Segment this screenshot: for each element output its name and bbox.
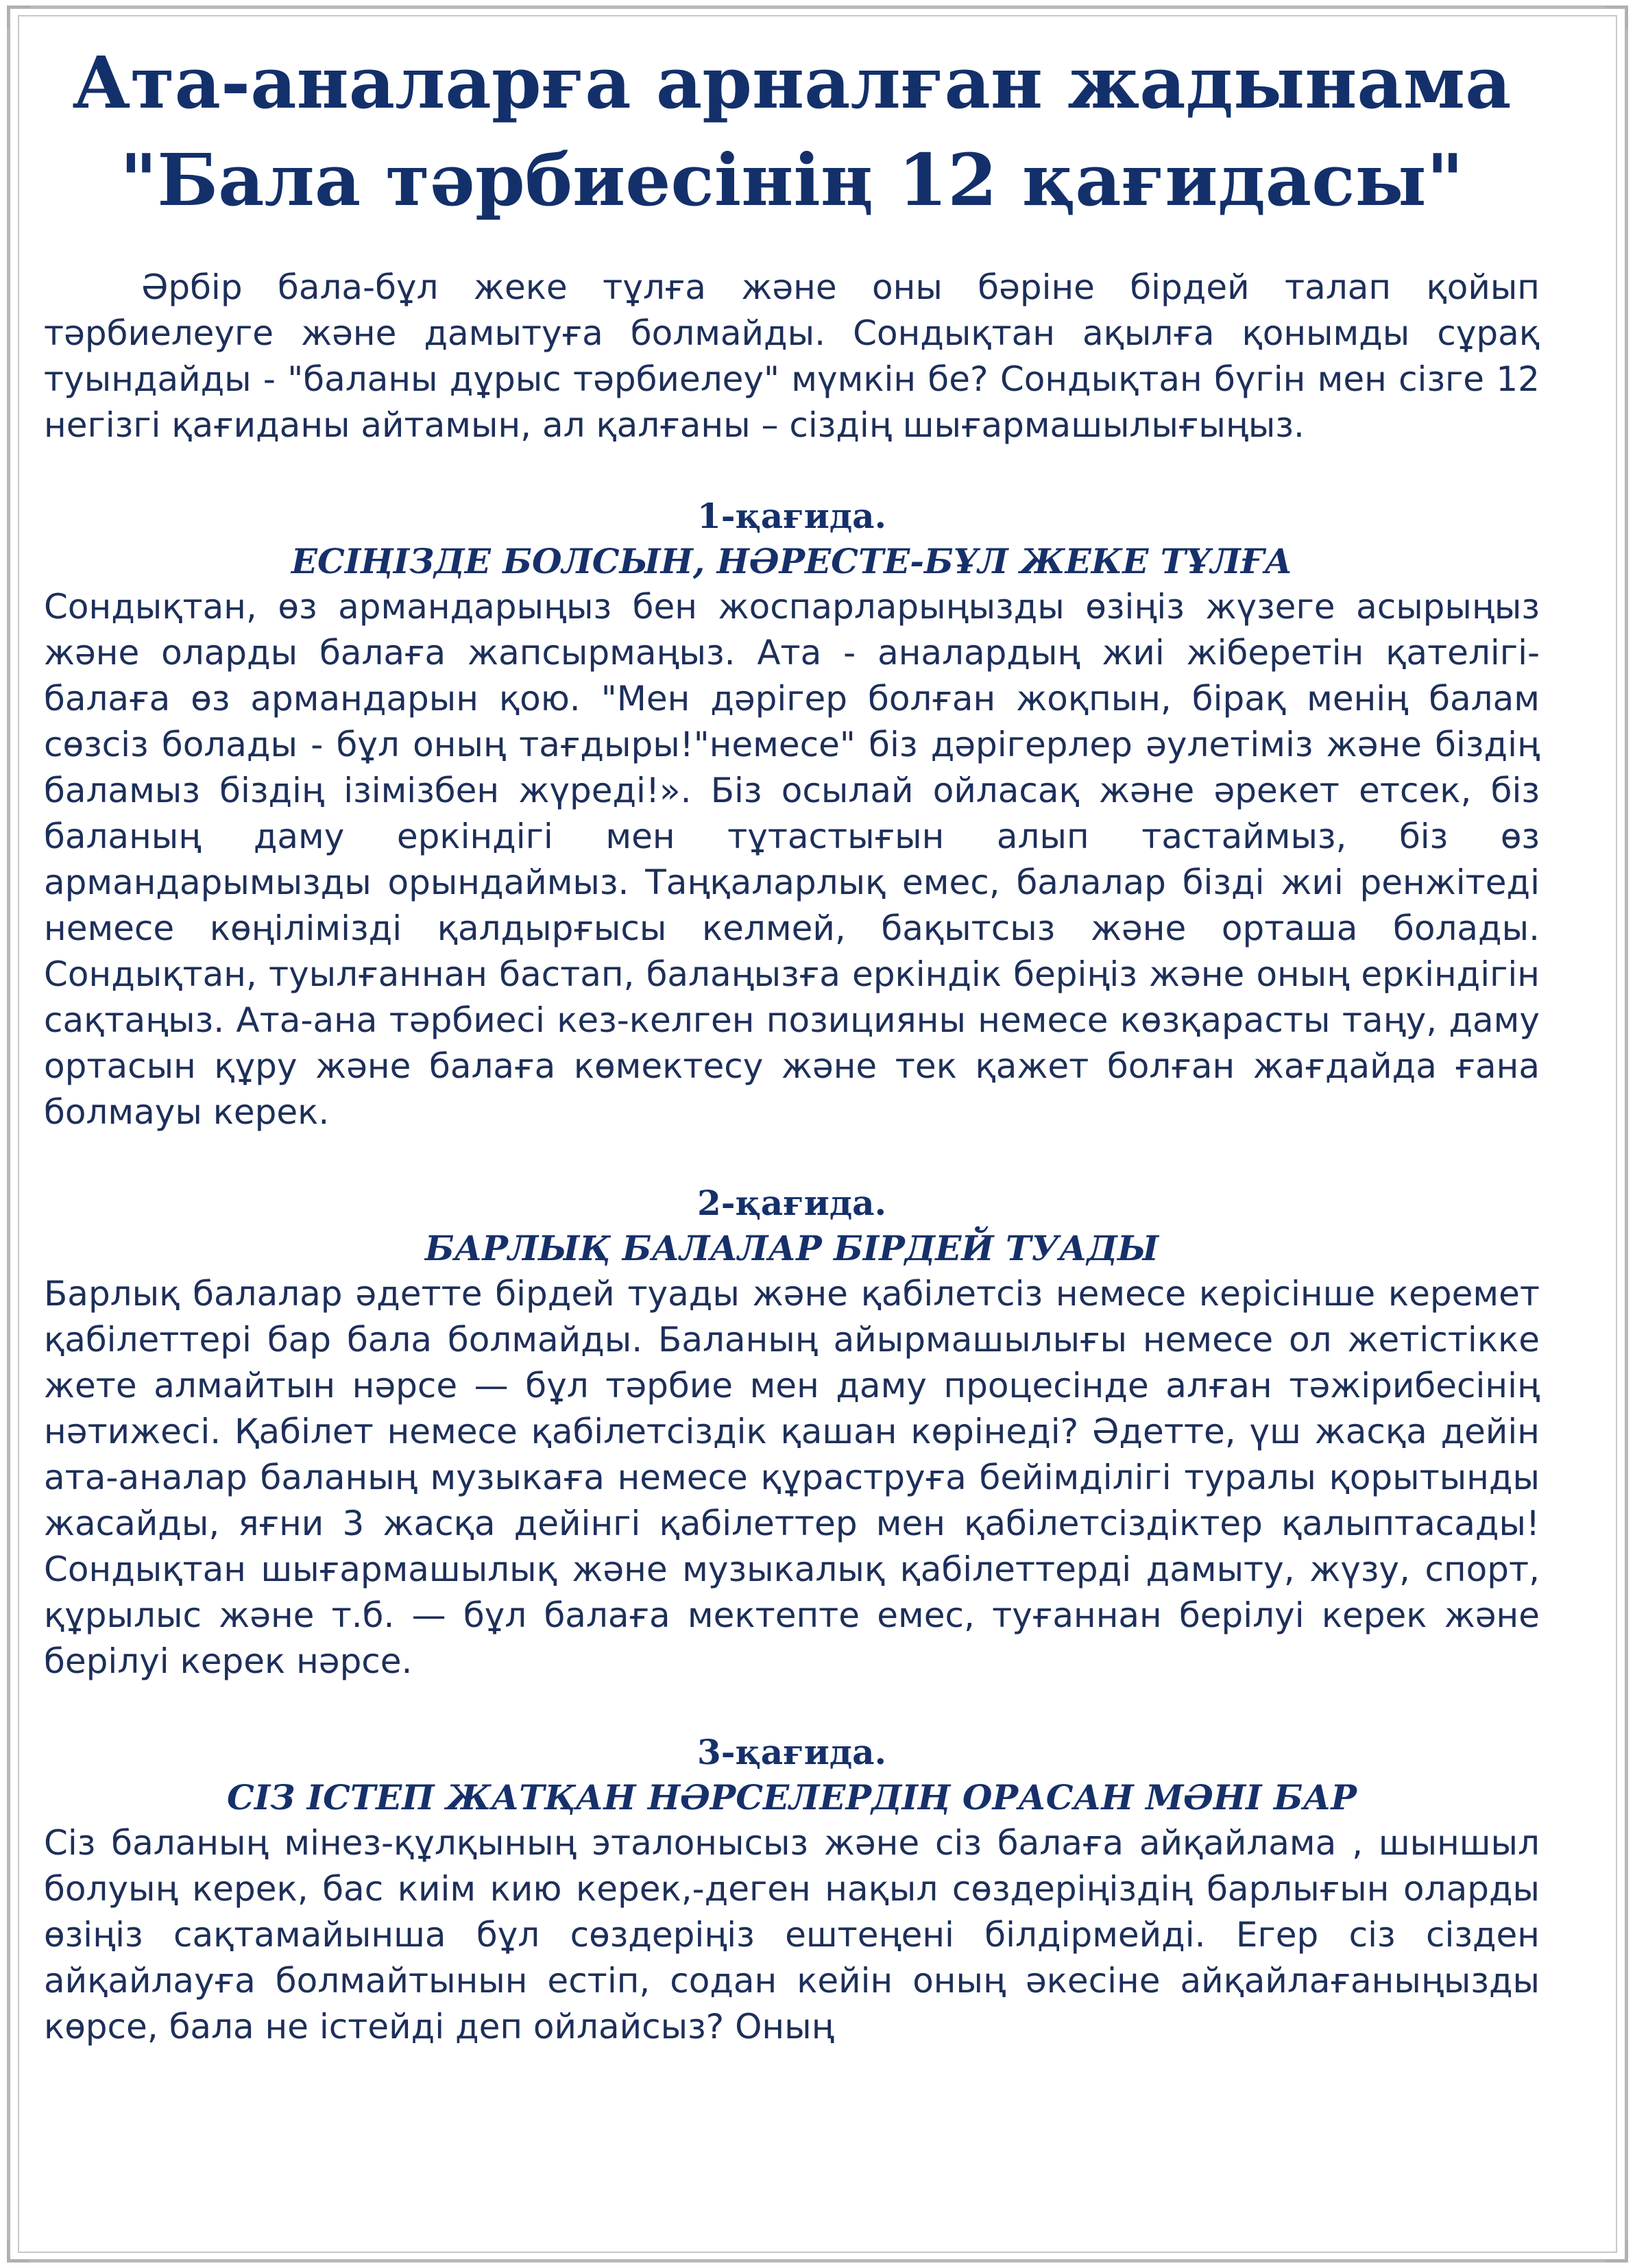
rule-2-number: 2-қағида.	[697, 1183, 886, 1223]
frame-corner-top-right	[1605, 5, 1628, 29]
rule-3-text: Сіз баланың мінез-құлқының эталонысыз және сіз балаға айқайлама , шыншыл болуың керек, бас киім кию керек,-деген нақыл сөздеріңіздің барлығын оларды өзіңіз сақтамайынша бұл сөздеріңіз ештеңені білдірмейді. Егер сіз сізден айқайлауға болмайтынын естіп, содан кейін оның әкесіне айқайлағаныңызды көрсе, бала не істейді деп ойлайсыз? Оның	[44, 1823, 1540, 2047]
document-body	[44, 34, 1540, 2050]
frame-corner-bottom-right	[1605, 2239, 1628, 2263]
rule-3	[44, 1730, 1540, 2050]
rule-3-title: СІЗ ІСТЕП ЖАТҚАН НӘРСЕЛЕРДІҢ ОРАСАН МӘНІ БАР	[227, 1777, 1357, 1818]
rule-3-number: 3-қағида.	[697, 1732, 886, 1772]
rule-2	[44, 1181, 1540, 1685]
rule-2-title: БАРЛЫҚ БАЛАЛАР БІРДЕЙ ТУАДЫ	[424, 1228, 1159, 1268]
frame-corner-top-left	[7, 5, 30, 29]
rule-1-number: 1-қағида.	[697, 496, 886, 536]
frame-corner-bottom-left	[7, 2239, 30, 2263]
rule-1-title: ЕСІҢІЗДЕ БОЛСЫН, НӘРЕСТЕ-БҰЛ ЖЕКЕ ТҰЛҒА	[291, 541, 1293, 581]
rule-1-text: Сондықтан, өз армандарыңыз бен жоспарларыңызды өзіңіз жүзеге асырыңыз және оларды балаға жапсырмаңыз. Ата - аналардың жиі жіберетін қателігі-балаға өз армандарын қою. "Мен дәрігер болған жоқпын, бірақ менің балам сөзсіз болады - бұл оның тағдыры!"немесе" біз дәрігерлер әулетіміз және біздің баламыз біздің ізімізбен жүреді!». Біз осылай ойласақ және әрекет етсек, біз баланың даму еркіндігі мен тұтастығын алып тастаймыз, біз өз армандарымызды орындаймыз. Таңқаларлық емес, балалар бізді жиі ренжітеді немесе көңілімізді қалдырғысы келмей, бақытсыз және орташа болады. Сондықтан, туылғаннан бастап, балаңызға еркіндік беріңіз және оның еркіндігін сақтаңыз. Ата-ана тәрбиесі кез-келген позицияны немесе көзқарасты таңу, даму ортасын құру және балаға көмектесу және тек қажет болған жағдайда ғана болмауы керек.	[44, 587, 1540, 1132]
rule-2-text: Барлық балалар әдетте бірдей туады және қабілетсіз немесе керісінше керемет қабілеттері бар бала болмайды. Баланың айырмашылығы немесе ол жетістікке жете алмайтын нәрсе — бұл тәрбие мен даму процесінде алған тәжірибесінің нәтижесі. Қабілет немесе қабілетсіздік қашан көрінеді? Әдетте, үш жасқа дейін ата-аналар баланың музыкаға немесе құраструға бейімділігі туралы қорытынды жасайды, яғни 3 жасқа дейінгі қабілеттер мен қабілетсіздіктер қалыптасады! Сондықтан шығармашылық және музыкалық қабілеттерді дамыту, жүзу, спорт, құрылыс және т.б. — бұл балаға мектепте емес, туғаннан берілуі керек және берілуі керек нәрсе.	[44, 1274, 1540, 1681]
title-line-1: Ата-аналарға арналған жадынама	[72, 40, 1512, 125]
rule-1	[44, 494, 1540, 1135]
intro-paragraph: Әрбір бала-бұл жеке тұлға және оны бәріне бірдей талап қойып тәрбиелеуге және дамытуға болмайды. Сондықтан ақылға қонымды сұрақ туындайды - "баланы дұрыс тәрбиелеу" мүмкін бе? Сондықтан бүгін мен сізге 12 негізгі қағиданы айтамын, ал қалғаны – сіздің шығармашылығыңыз.	[44, 267, 1540, 445]
document-title	[44, 34, 1540, 229]
title-line-2: "Бала тәрбиесінің 12 қағидасы"	[120, 138, 1464, 222]
